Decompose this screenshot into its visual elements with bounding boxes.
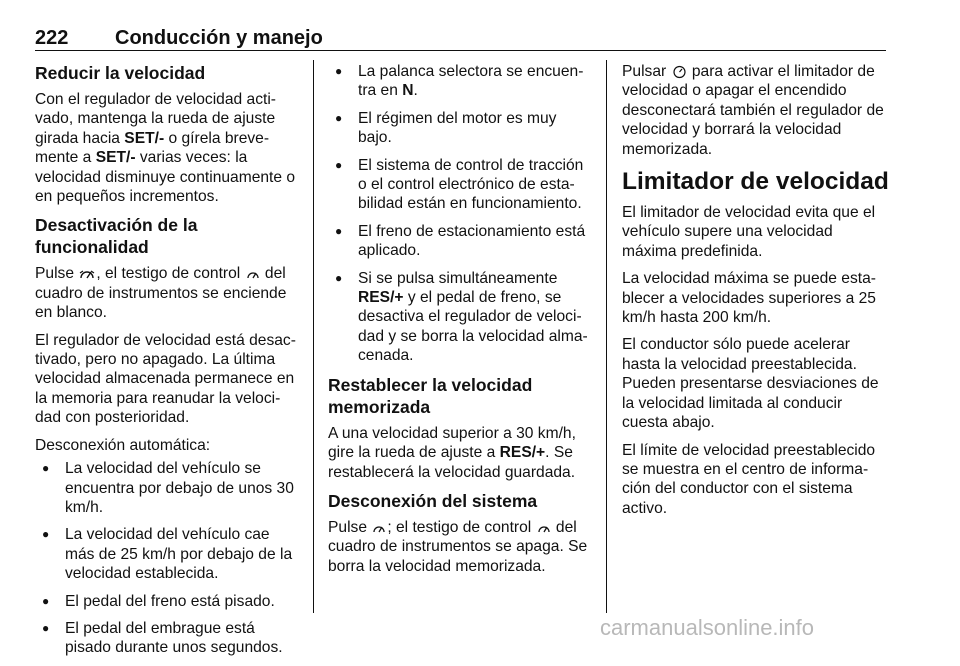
list-auto-disconnect <box>35 459 301 658</box>
watermark: carmanualsonline.info <box>600 615 815 640</box>
cruise-control-icon <box>79 268 95 280</box>
paragraph-desconexion: Pulse ; el testigo de control del cuadro de instrumentos se apaga. Se borra la velocidad memorizada. <box>328 518 588 575</box>
page-title: Conducción y manejo <box>115 27 323 49</box>
paragraph: El limitador de velocidad evita que el vehículo supere una velocidad máxima predefinida. <box>622 204 876 260</box>
column-1 <box>35 62 301 666</box>
list-item: ● La velocidad del vehículo se encuentra por debajo de unos 30 km/h. <box>35 459 301 517</box>
list-item: ● El pedal del freno está pisado. <box>35 592 301 611</box>
column-2 <box>328 62 594 584</box>
list-item: ● Si se pulsa simultáneamente RES/+ y el pedal de freno, se desactiva el regulador de velocidad y se borra la velocidad almacenada. <box>328 269 594 366</box>
heading-desconexion: Desconexión del sistema <box>328 490 538 511</box>
list-item: ● El régimen del motor es muy bajo. <box>328 109 594 148</box>
heading-limitador: Limitador de velocidad <box>622 168 889 196</box>
column-3 <box>622 62 890 526</box>
column-divider-2 <box>606 60 607 613</box>
list-item: ● El pedal del embrague está pisado durante unos segundos. <box>35 619 301 658</box>
paragraph-pulsar: Pulsar para activar el limitador de velocidad o apagar el encendido desconectará también el regulador de velocidad y borrará la velocidad memorizada. <box>622 63 884 158</box>
paragraph-desactivado: El regulador de velocidad está desactivado, pero no apagado. La última velocidad almacenada permanece en la memoria para reanudar la velocidad con posterioridad. <box>35 331 296 427</box>
paragraph: La velocidad máxima se puede establecer a velocidades superiores a 25 km/h hasta 200 km/h. <box>622 270 876 327</box>
paragraph: El conductor sólo puede acelerar hasta la velocidad preestablecida. Pueden presentarse desviaciones de la velocidad limitada al conducir cuesta abajo. <box>622 336 879 432</box>
speedometer-warning-icon <box>246 268 260 280</box>
heading-reducir: Reducir la velocidad <box>35 63 206 83</box>
paragraph-restablecer: A una velocidad superior a 30 km/h, gire la rueda de ajuste a RES/+. Se restablecerá la velocidad guardada. <box>328 424 576 481</box>
heading-desactivacion: Desactivación de la funcionalidad <box>35 215 198 258</box>
list-item: ● El sistema de control de tracción o el control electrónico de estabilidad están en funcionamiento. <box>328 156 594 214</box>
column-divider-1 <box>313 60 314 613</box>
paragraph-reducir: Con el regulador de velocidad activado, mantenga la rueda de ajuste girada hacia SET/- o gírela brevemente a SET/- varias veces: la velocidad disminuye continuamente o en pequeños incrementos. <box>35 91 296 206</box>
header-rule <box>35 50 886 51</box>
list-item: ● La velocidad del vehículo cae más de 25 km/h por debajo de la velocidad establecida. <box>35 525 301 583</box>
page-number: 222 <box>35 27 69 49</box>
speedometer-warning-icon <box>537 522 551 534</box>
page-header <box>35 27 885 51</box>
speed-limiter-icon <box>672 65 687 79</box>
list-item: ● El freno de estacionamiento está aplicado. <box>328 222 594 261</box>
speedometer-warning-icon <box>372 522 386 534</box>
paragraph-auto: Desconexión automática: <box>35 436 211 454</box>
paragraph: El límite de velocidad preestablecido se muestra en el centro de información del conductor con el sistema activo. <box>622 441 876 517</box>
list-item: ● La palanca selectora se encuentra en N. <box>328 62 594 101</box>
heading-restablecer: Restablecer la velocidad memorizada <box>328 374 533 417</box>
paragraph-pulse: Pulse , el testigo de control del cuadro de instrumentos se enciende en blanco. <box>35 265 287 322</box>
list-conditions <box>328 62 594 366</box>
